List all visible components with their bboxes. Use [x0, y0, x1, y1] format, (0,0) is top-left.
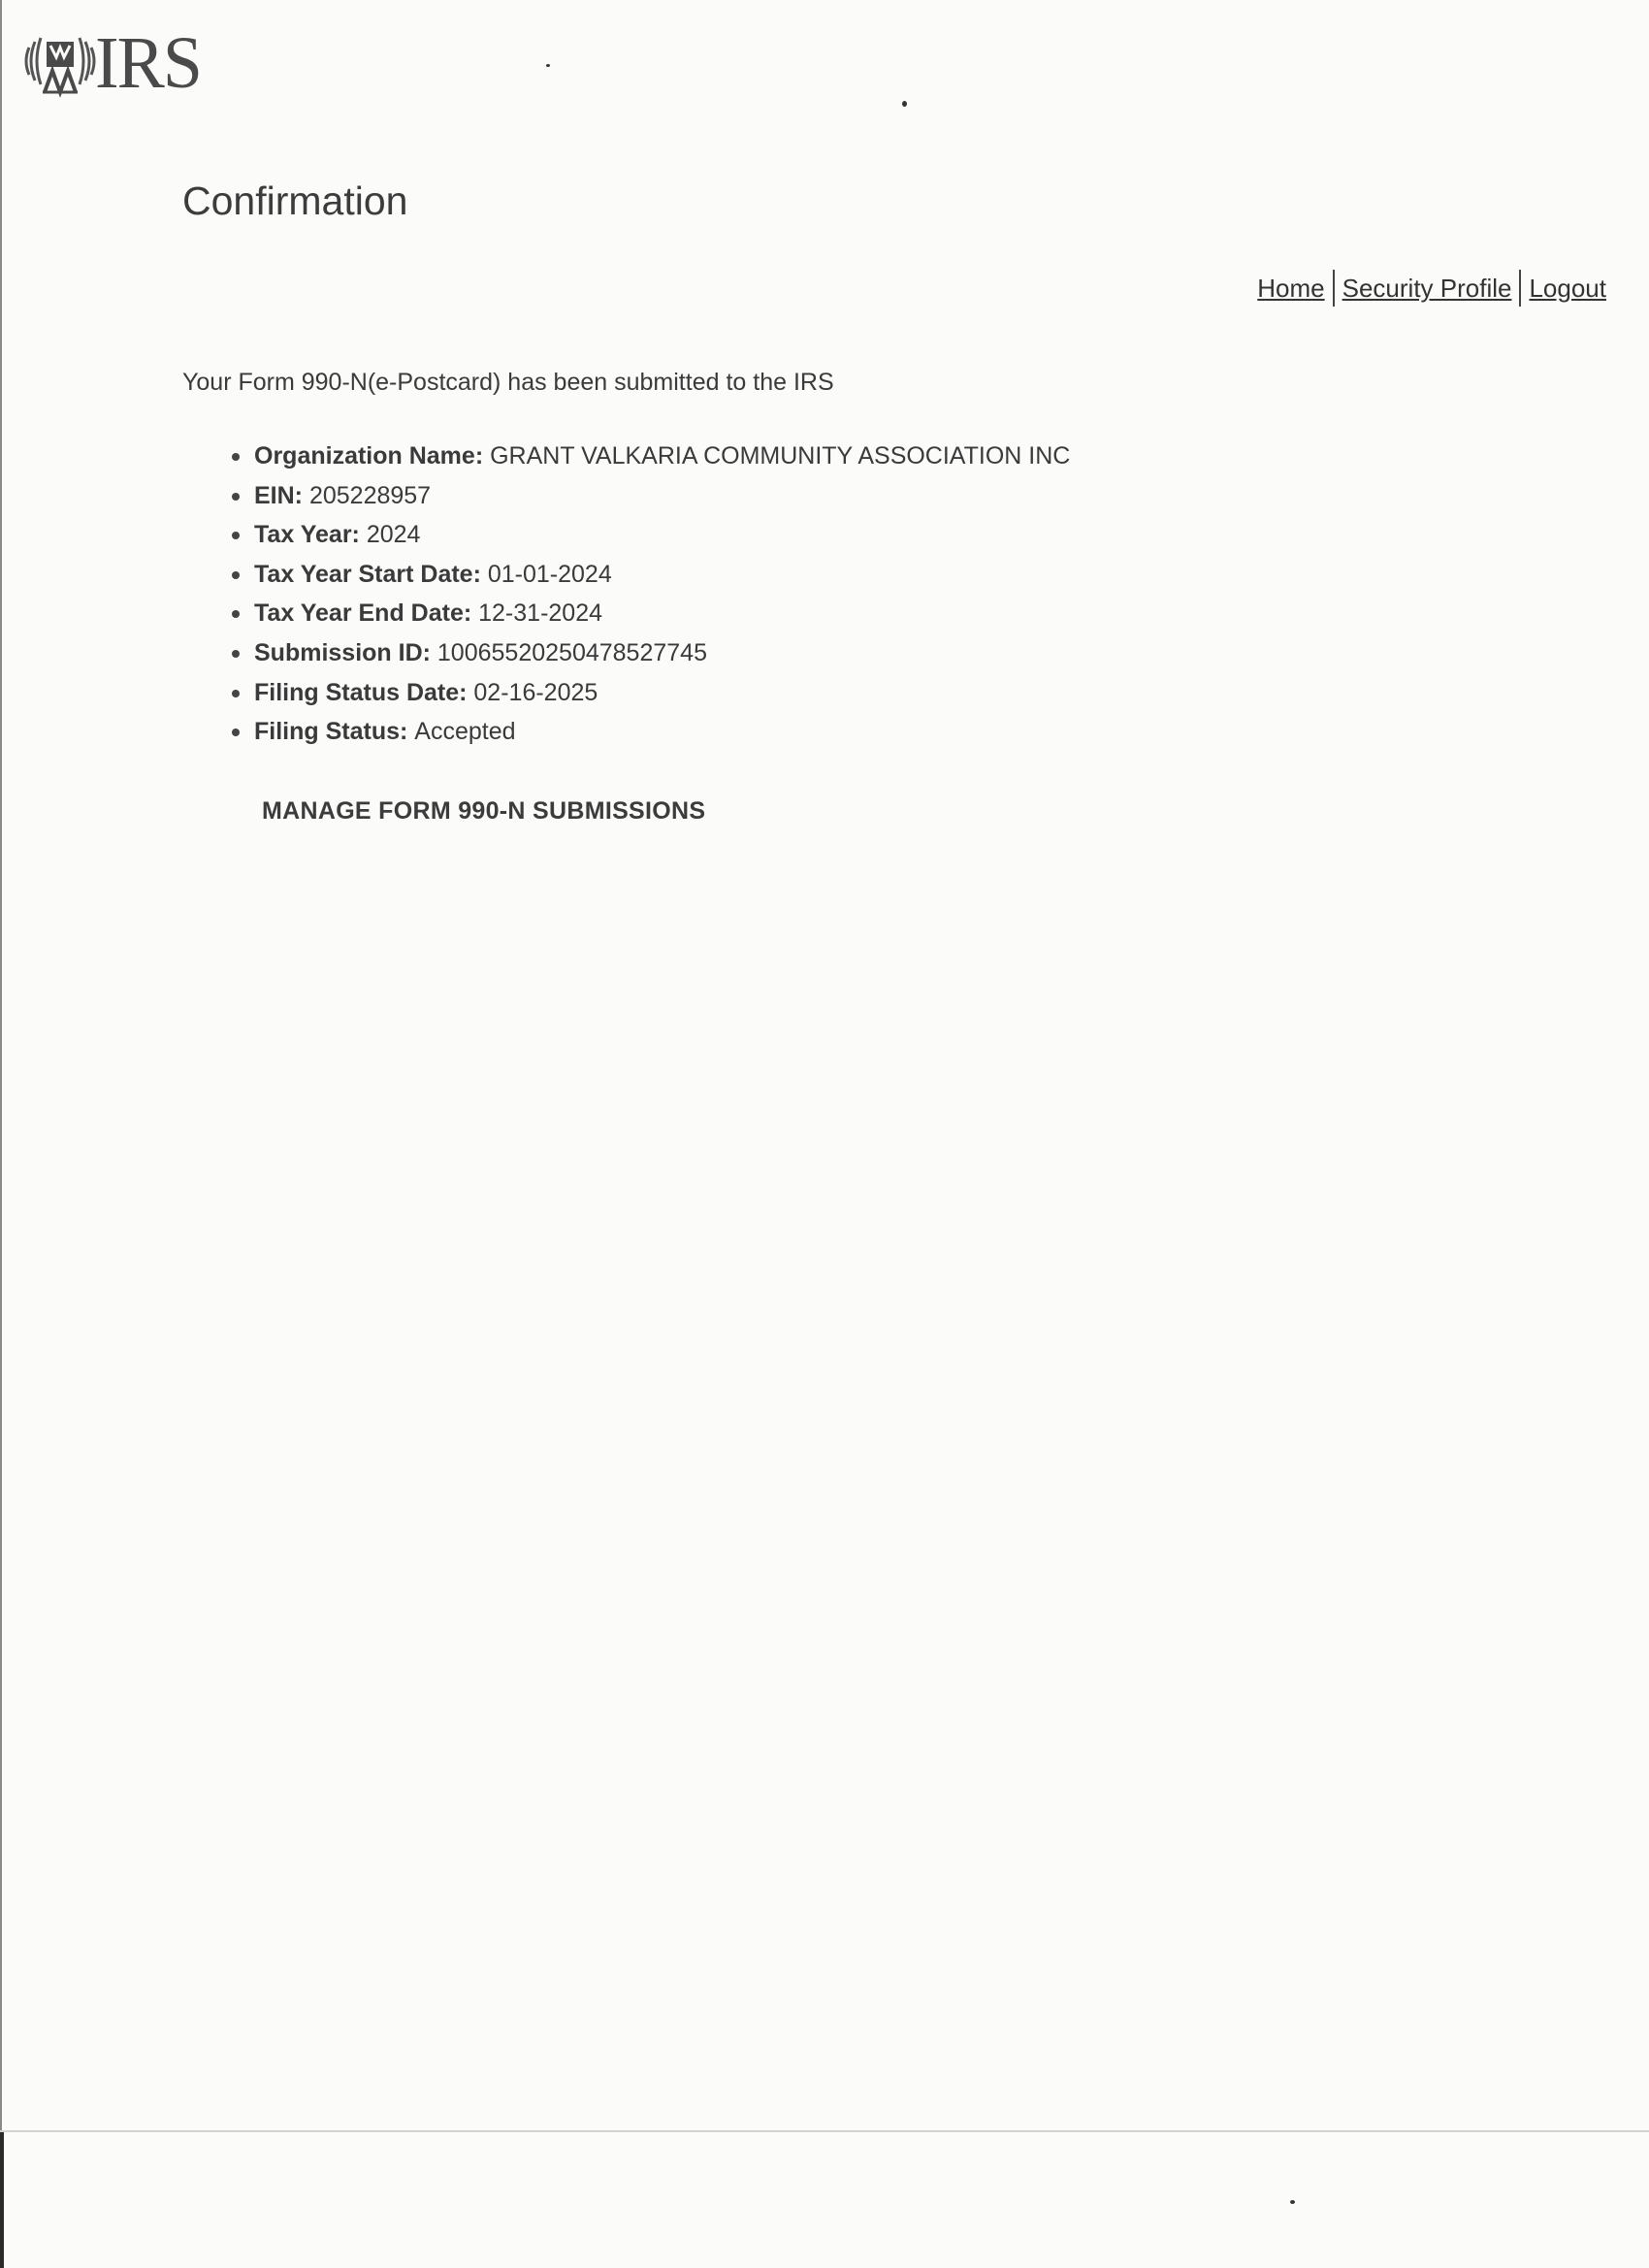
security-profile-link[interactable]: Security Profile [1342, 274, 1512, 303]
submission-details-list [225, 440, 1070, 756]
detail-value: 205228957 [308, 481, 432, 509]
detail-label: Submission ID: [254, 638, 437, 666]
bullet-icon [232, 453, 240, 461]
irs-logo-text: IRS [95, 22, 201, 104]
detail-value: 01-01-2024 [487, 560, 612, 588]
detail-filing-status [225, 716, 1070, 756]
scan-fold-line [0, 2130, 1649, 2132]
detail-value: 02-16-2025 [473, 678, 598, 706]
detail-ein [225, 480, 1070, 520]
detail-value: GRANT VALKARIA COMMUNITY ASSOCIATION INC [490, 442, 1071, 470]
scan-speck [1290, 2200, 1295, 2204]
logout-link[interactable]: Logout [1529, 274, 1606, 303]
detail-label: Organization Name: [254, 442, 491, 470]
bullet-icon [232, 493, 240, 501]
detail-tax-year [225, 519, 1070, 559]
scan-speck [546, 64, 550, 67]
submission-message: Your Form 990-N(e-Postcard) has been submitted to the IRS [182, 369, 834, 396]
detail-value: 2024 [366, 521, 421, 549]
bullet-icon [232, 729, 240, 736]
scan-speck [902, 101, 907, 107]
detail-organization-name [225, 440, 1070, 480]
top-nav [1249, 270, 1614, 307]
detail-value: Accepted [414, 718, 516, 746]
page-edge [0, 0, 2, 2268]
detail-label: Tax Year End Date: [254, 599, 479, 628]
detail-label: EIN: [254, 481, 309, 509]
manage-submissions-link[interactable]: MANAGE FORM 990-N SUBMISSIONS [262, 797, 706, 825]
bullet-icon [232, 610, 240, 618]
detail-value: 12-31-2024 [478, 599, 603, 628]
irs-eagle-icon [21, 28, 99, 98]
scan-edge-shadow [0, 2132, 4, 2268]
detail-submission-id [225, 637, 1070, 677]
irs-logo [21, 22, 204, 104]
home-link[interactable]: Home [1257, 274, 1325, 303]
page-title: Confirmation [182, 178, 408, 223]
bullet-icon [232, 532, 240, 539]
detail-tax-year-start-date [225, 559, 1070, 599]
detail-label: Filing Status: [254, 718, 415, 746]
detail-tax-year-end-date [225, 598, 1070, 637]
detail-filing-status-date [225, 677, 1070, 717]
bullet-icon [232, 571, 240, 579]
bullet-icon [232, 690, 240, 697]
bullet-icon [232, 650, 240, 658]
detail-label: Tax Year Start Date: [254, 560, 488, 588]
detail-label: Tax Year: [254, 521, 367, 549]
detail-label: Filing Status Date: [254, 678, 474, 706]
detail-value: 10065520250478527745 [436, 638, 707, 666]
